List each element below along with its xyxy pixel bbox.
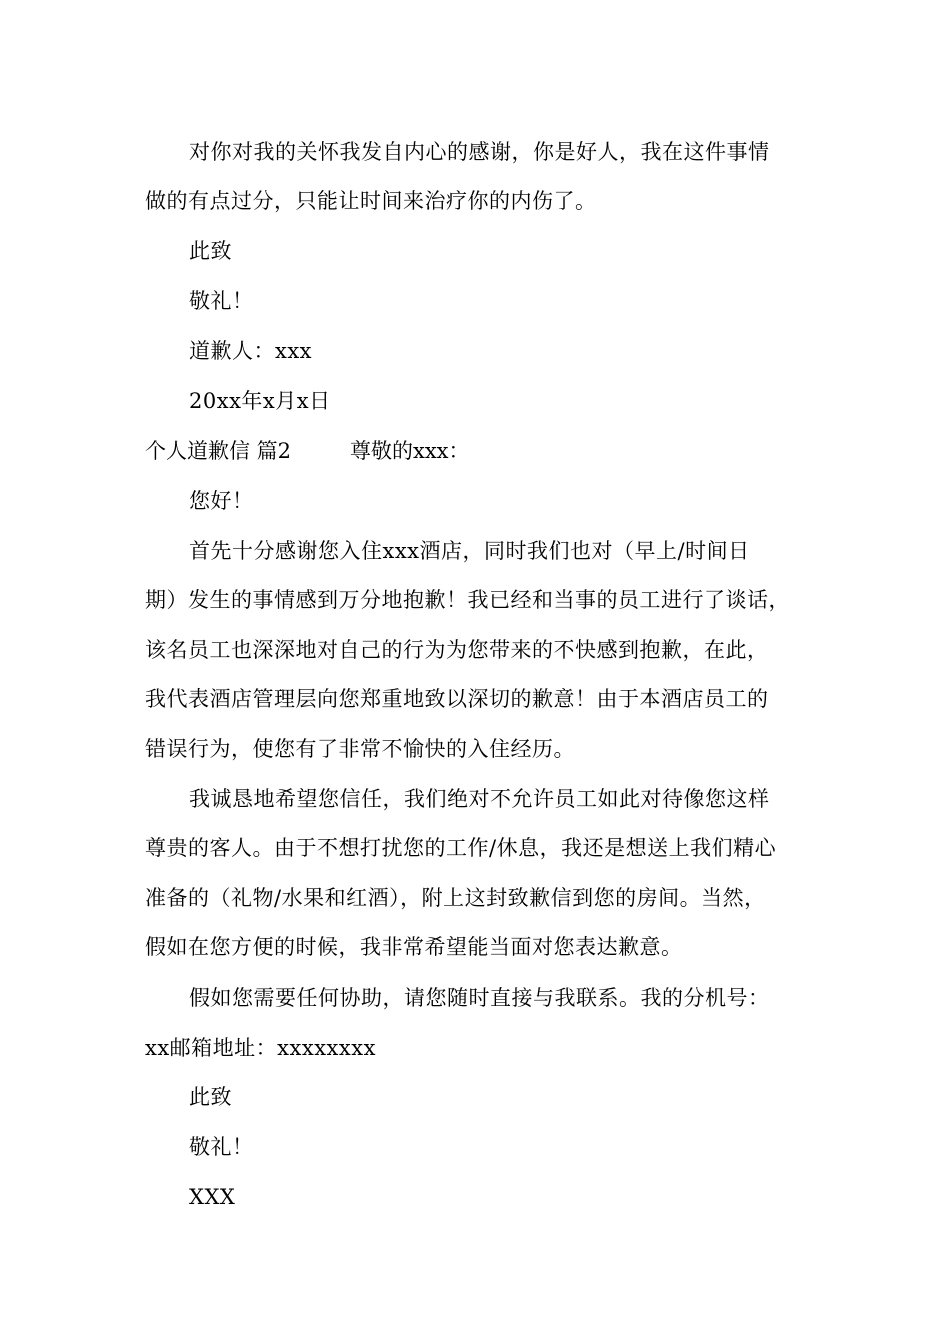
paragraph-line: 我诚恳地希望您信任，我们绝对不允许员工如此对待像您这样 [189,787,770,811]
letter1-date: 20xx年x月x日 [189,389,331,413]
letter1-closing: 此致 [189,239,232,263]
letter1-closing-salute: 敬礼！ [189,289,254,313]
paragraph-line: 假如在您方便的时候，我非常希望能当面对您表达歉意。 [145,935,683,959]
letter2-signature: XXX [189,1185,236,1209]
paragraph-line: 我代表酒店管理层向您郑重地致以深切的歉意！由于本酒店员工的 [145,687,769,711]
letter2-salutation: 尊敬的xxx： [350,439,470,463]
letter2-heading: 个人道歉信 篇2 [145,439,292,463]
paragraph-line: 该名员工也深深地对自己的行为为您带来的不快感到抱歉，在此， [145,638,769,662]
letter2-closing: 此致 [189,1085,232,1109]
letter2-greeting: 您好！ [189,489,254,513]
letter1-body-line: 对你对我的关怀我发自内心的感谢，你是好人，我在这件事情 [189,140,770,164]
letter2-heading-row [145,436,470,466]
letter2-closing-salute: 敬礼！ [189,1135,254,1159]
paragraph-line: 期）发生的事情感到万分地抱歉！我已经和当事的员工进行了谈话， [145,588,790,612]
paragraph-line: 错误行为，使您有了非常不愉快的入住经历。 [145,737,575,761]
paragraph-line: xx邮箱地址：xxxxxxxx [145,1036,376,1060]
letter1-body-line: 做的有点过分，只能让时间来治疗你的内伤了。 [145,189,597,213]
letter1-signature: 道歉人：xxx [189,339,313,363]
paragraph-line: 假如您需要任何协助，请您随时直接与我联系。我的分机号： [189,986,770,1010]
paragraph-line: 尊贵的客人。由于不想打扰您的工作/休息，我还是想送上我们精心 [145,836,777,860]
paragraph-line: 准备的（礼物/水果和红酒），附上这封致歉信到您的房间。当然， [145,886,766,910]
paragraph-line: 首先十分感谢您入住xxx酒店，同时我们也对（早上/时间日 [189,539,750,563]
